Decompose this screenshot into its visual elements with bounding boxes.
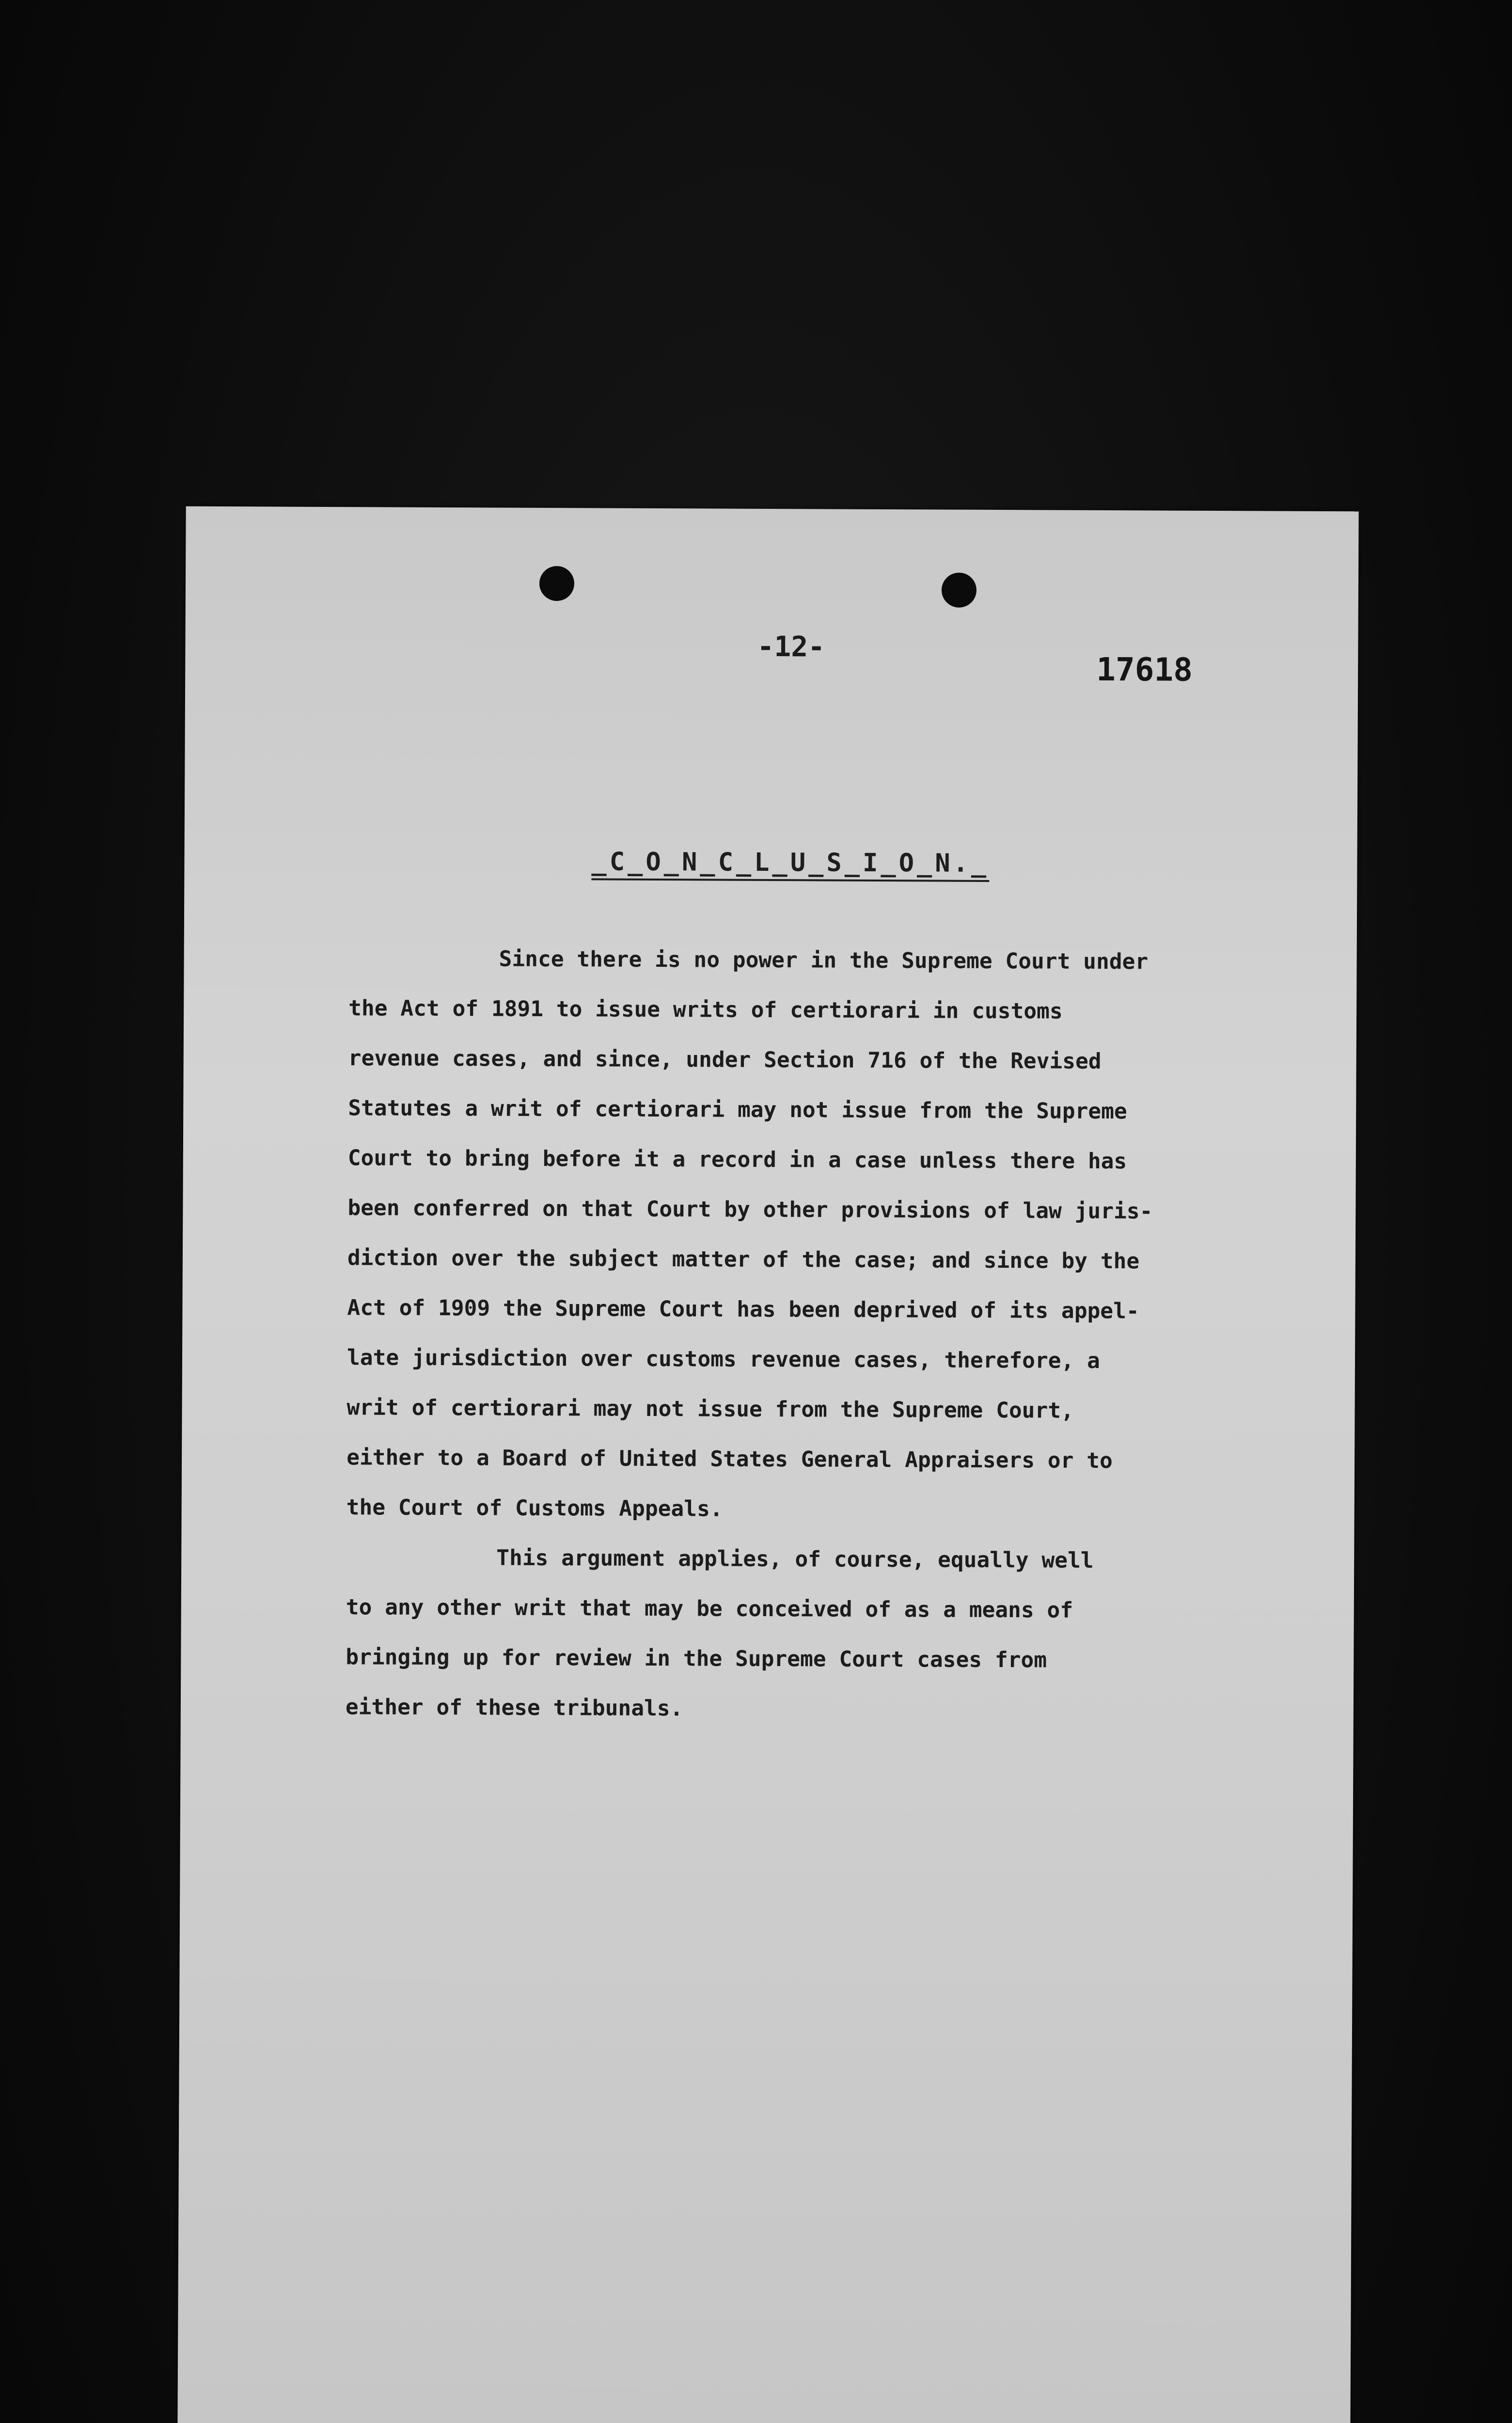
- body-text: [346, 933, 1294, 1736]
- punch-hole-left: [539, 566, 574, 601]
- text-line: Statutes a writ of certiorari may not issue from the Supreme: [348, 1096, 1127, 1124]
- text-line: Act of 1909 the Supreme Court has been deprived of its appel-: [347, 1295, 1139, 1324]
- text-line: Since there is no power in the Supreme Court under: [499, 946, 1149, 975]
- document-number: 17618: [1096, 650, 1193, 689]
- text-line: the Act of 1891 to issue writs of certiorari in customs: [348, 996, 1063, 1024]
- text-line: revenue cases, and since, under Section 716 of the Revised: [348, 1046, 1102, 1074]
- text-line: This argument applies, of course, equally well: [496, 1545, 1094, 1573]
- text-line: either to a Board of United States General Appraisers or to: [346, 1445, 1113, 1474]
- text-line: the Court of Customs Appeals.: [346, 1495, 723, 1522]
- text-line: been conferred on that Court by other provisions of law juris-: [347, 1196, 1153, 1224]
- punch-hole-right: [942, 573, 976, 608]
- page-number: -12-: [757, 629, 825, 663]
- text-line: late jurisdiction over customs revenue cases, therefore, a: [346, 1345, 1101, 1373]
- text-line: writ of certiorari may not issue from the Supreme Court,: [346, 1395, 1074, 1423]
- conclusion-heading: _C_O_N_C_L_U_S_I_O_N._: [591, 847, 989, 882]
- document-page: [177, 506, 1358, 2423]
- text-line: either of these tribunals.: [345, 1695, 683, 1721]
- text-line: Court to bring before it a record in a case unless there has: [347, 1146, 1127, 1174]
- text-line: diction over the subject matter of the case; and since by the: [347, 1245, 1140, 1274]
- paragraph-2: [346, 1532, 1292, 1736]
- text-line: to any other writ that may be conceived of as a means of: [346, 1595, 1073, 1623]
- paragraph-1: [346, 933, 1293, 1536]
- text-line: bringing up for review in the Supreme Court cases from: [346, 1645, 1047, 1673]
